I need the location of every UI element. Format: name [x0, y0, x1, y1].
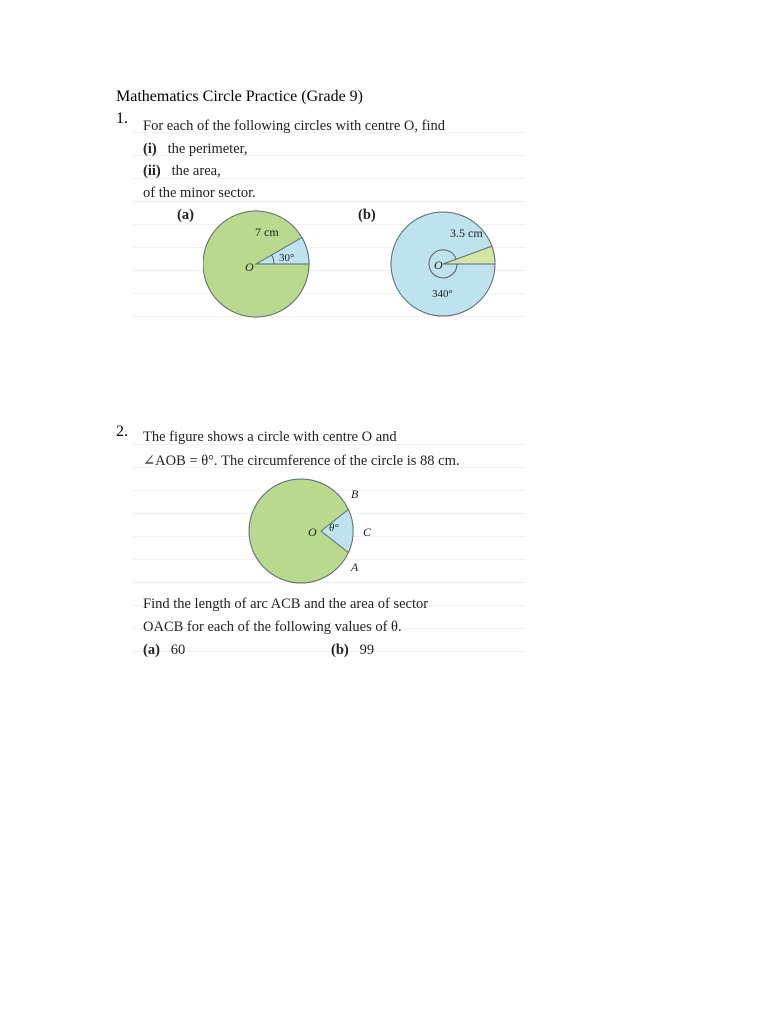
question-1-prompt: For each of the following circles with centre O, find	[143, 118, 445, 134]
part-a-label: (a)	[143, 642, 160, 658]
item-ii-label: (ii)	[143, 163, 161, 179]
figure-b-radius-label: 3.5 cm	[450, 226, 483, 240]
part-a-value: 60	[170, 642, 186, 658]
item-i-text: the perimeter,	[167, 141, 248, 157]
part-b-label: (b)	[331, 642, 349, 658]
question-2-angle-label: θ°	[329, 522, 339, 534]
question-1-item-ii	[143, 163, 221, 180]
part-b-value: 99	[359, 642, 375, 658]
figure-b-diagram	[388, 210, 513, 318]
question-2-number: 2.	[116, 423, 128, 440]
document-title: Mathematics Circle Practice (Grade 9)	[116, 88, 363, 105]
figure-a-centre-label: O	[245, 260, 254, 274]
question-2-label-b: B	[351, 487, 359, 501]
figure-b-angle-label: 340°	[432, 288, 453, 300]
question-2-prompt-line-1: The figure shows a circle with centre O and	[143, 429, 397, 445]
question-2-label-c: C	[363, 525, 372, 539]
figure-b-centre-label: O	[434, 258, 443, 272]
question-2-prompt-line-2: ∠AOB = θ°. The circumference of the circle is 88 cm.	[143, 453, 460, 469]
question-2-prompt-line-4: OACB for each of the following values of θ.	[143, 619, 402, 635]
question-1-prompt-end: of the minor sector.	[143, 185, 256, 201]
question-1-item-i	[143, 141, 248, 158]
question-2-prompt-line-3: Find the length of arc ACB and the area of sector	[143, 596, 429, 612]
question-2-part-a	[143, 642, 185, 659]
figure-a-label: (a)	[177, 207, 194, 223]
item-ii-text: the area,	[171, 163, 221, 179]
question-1-scan	[133, 110, 525, 320]
question-2-part-b	[331, 642, 374, 659]
question-2-diagram	[241, 478, 391, 590]
question-2-label-a: A	[351, 560, 359, 574]
question-2-label-o: O	[308, 525, 317, 539]
figure-a-diagram	[203, 210, 333, 318]
question-2-scan	[133, 422, 525, 668]
figure-a-angle-label: 30°	[279, 252, 295, 264]
question-1-number: 1.	[116, 110, 128, 127]
item-i-label: (i)	[143, 141, 157, 157]
figure-a-radius-label: 7 cm	[255, 225, 279, 239]
figure-b-label: (b)	[358, 207, 376, 223]
